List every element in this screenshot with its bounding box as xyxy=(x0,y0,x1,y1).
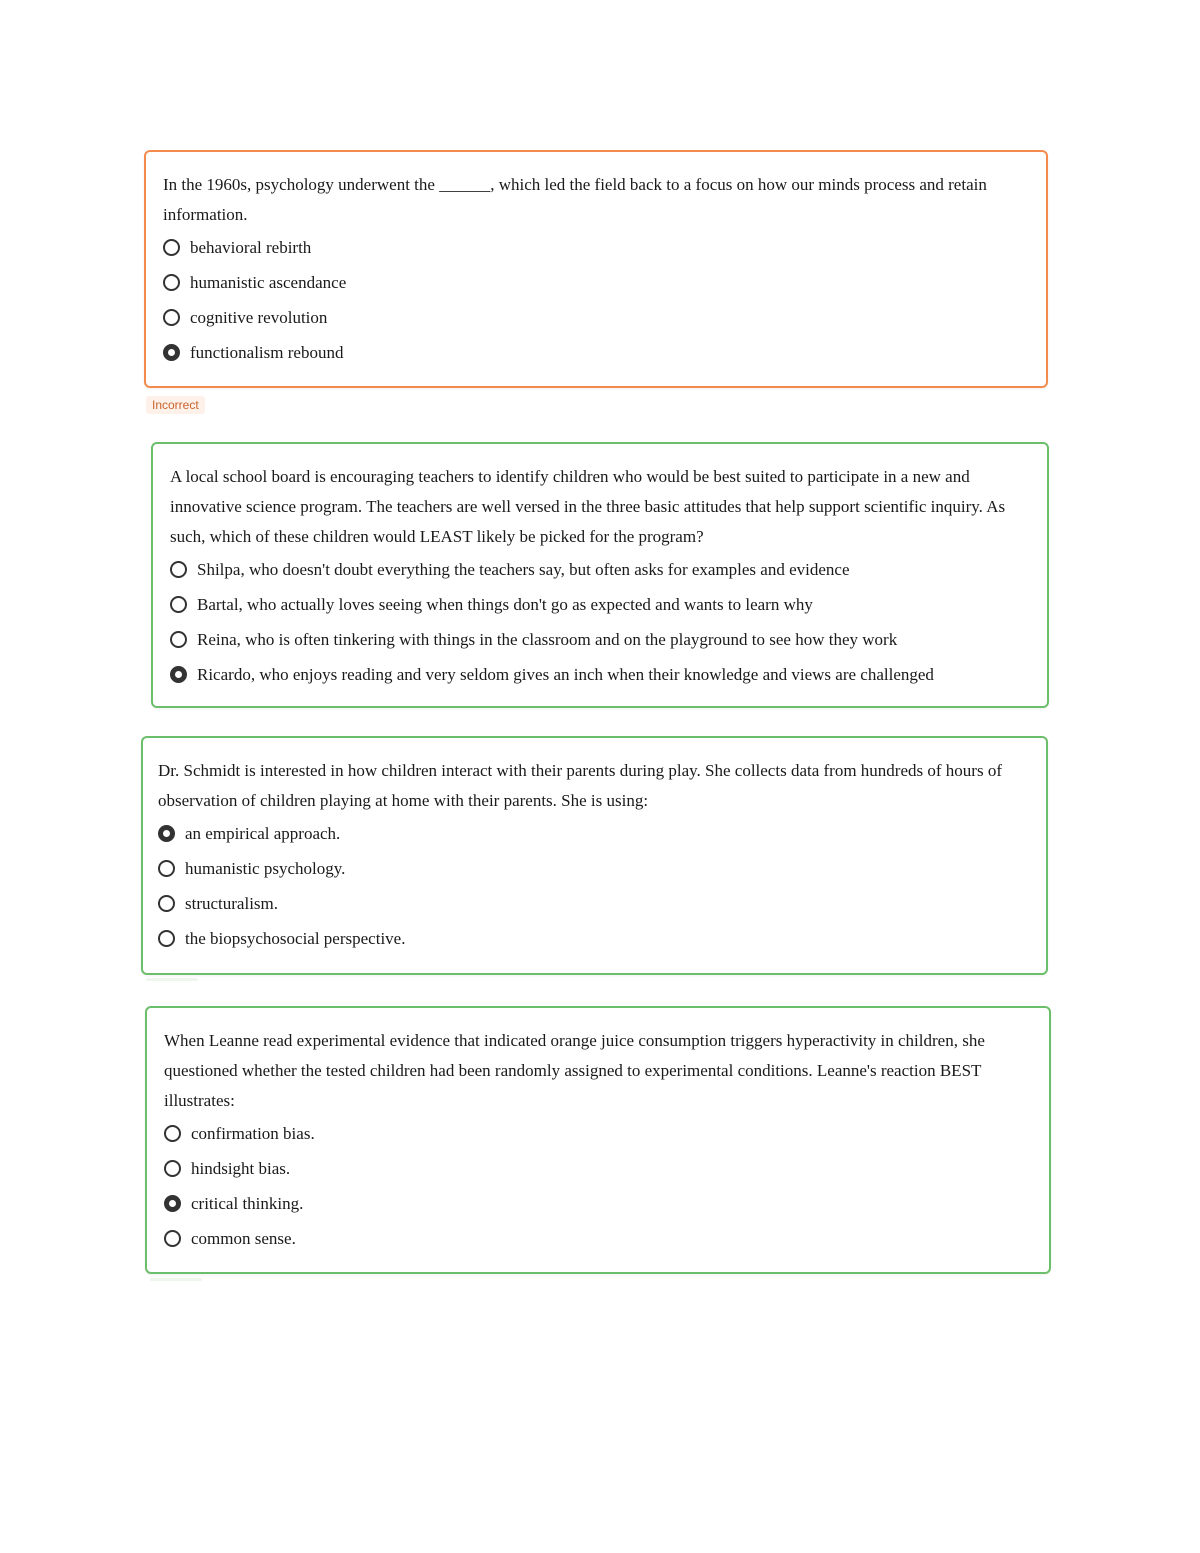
answer-option[interactable] xyxy=(164,1151,1033,1186)
answer-options xyxy=(170,552,1031,692)
answer-option[interactable] xyxy=(164,1116,1033,1151)
radio-button-selected-icon[interactable] xyxy=(164,1195,181,1212)
radio-button-icon[interactable] xyxy=(164,1125,181,1142)
answer-option-label: common sense. xyxy=(191,1228,296,1248)
answer-option[interactable] xyxy=(170,552,1031,587)
answer-option[interactable] xyxy=(158,851,1030,886)
radio-button-selected-icon[interactable] xyxy=(163,344,180,361)
answer-option-selected[interactable] xyxy=(170,657,1031,692)
answer-option[interactable] xyxy=(164,1221,1033,1256)
question-card-1 xyxy=(144,150,1048,388)
answer-option-label: structuralism. xyxy=(185,893,279,913)
radio-button-icon[interactable] xyxy=(163,274,180,291)
radio-button-icon[interactable] xyxy=(164,1230,181,1247)
radio-button-icon[interactable] xyxy=(170,596,187,613)
radio-button-icon[interactable] xyxy=(158,860,175,877)
radio-button-selected-icon[interactable] xyxy=(158,825,175,842)
radio-button-icon[interactable] xyxy=(158,895,175,912)
answer-option-label: Ricardo, who enjoys reading and very seldom gives an inch when their knowledge and views are challenged xyxy=(197,664,934,684)
answer-option-label: Bartal, who actually loves seeing when things don't go as expected and wants to learn why xyxy=(197,594,813,614)
answer-option-selected[interactable] xyxy=(164,1186,1033,1221)
answer-option-label: the biopsychosocial perspective. xyxy=(185,928,406,948)
answer-option-label: Shilpa, who doesn't doubt everything the teachers say, but often asks for examples and evidence xyxy=(197,559,850,579)
answer-option-selected[interactable] xyxy=(163,335,1030,370)
radio-button-icon[interactable] xyxy=(163,239,180,256)
question-text: In the 1960s, psychology underwent the ______, which led the field back to a focus on how our minds process and retain information. xyxy=(163,175,987,224)
answer-option-selected[interactable] xyxy=(158,816,1030,851)
radio-button-selected-icon[interactable] xyxy=(170,666,187,683)
answer-option[interactable] xyxy=(163,265,1030,300)
answer-option-label: critical thinking. xyxy=(191,1193,304,1213)
answer-option[interactable] xyxy=(170,587,1031,622)
answer-option[interactable] xyxy=(170,622,1031,657)
answer-option[interactable] xyxy=(158,921,1030,956)
radio-button-icon[interactable] xyxy=(170,631,187,648)
answer-option[interactable] xyxy=(163,300,1030,335)
question-text: When Leanne read experimental evidence that indicated orange juice consumption triggers hyperactivity in children, she questioned whether the tested children had been randomly assigned to experimental conditions. Leanne's reaction BEST illustrates: xyxy=(164,1031,985,1110)
answer-option-label: Reina, who is often tinkering with things in the classroom and on the playground to see how they work xyxy=(197,629,898,649)
answer-options xyxy=(164,1116,1033,1256)
question-card-3 xyxy=(141,736,1048,975)
answer-option-label: functionalism rebound xyxy=(190,342,344,362)
answer-option-label: humanistic psychology. xyxy=(185,858,346,878)
answer-option-label: cognitive revolution xyxy=(190,307,328,327)
question-text: Dr. Schmidt is interested in how children interact with their parents during play. She collects data from hundreds of hours of observation of children playing at home with their parents. She is using: xyxy=(158,761,1002,810)
answer-options xyxy=(158,816,1030,956)
status-badge-incorrect: Incorrect xyxy=(146,396,205,414)
radio-button-icon[interactable] xyxy=(163,309,180,326)
answer-option-label: humanistic ascendance xyxy=(190,272,347,292)
status-badge-placeholder xyxy=(150,1278,202,1281)
answer-option-label: behavioral rebirth xyxy=(190,237,312,257)
radio-button-icon[interactable] xyxy=(170,561,187,578)
radio-button-icon[interactable] xyxy=(158,930,175,947)
radio-button-icon[interactable] xyxy=(164,1160,181,1177)
answer-option-label: confirmation bias. xyxy=(191,1123,315,1143)
answer-option-label: hindsight bias. xyxy=(191,1158,291,1178)
question-card-4 xyxy=(145,1006,1051,1274)
answer-option[interactable] xyxy=(163,230,1030,265)
question-card-2 xyxy=(151,442,1049,708)
answer-option-label: an empirical approach. xyxy=(185,823,341,843)
status-badge-placeholder xyxy=(146,978,198,981)
question-text: A local school board is encouraging teachers to identify children who would be best suited to participate in a new and innovative science program. The teachers are well versed in the three basic attitudes that help support scientific inquiry. As such, which of these children would LEAST likely be picked for the program? xyxy=(170,467,1006,546)
answer-options xyxy=(163,230,1030,370)
answer-option[interactable] xyxy=(158,886,1030,921)
